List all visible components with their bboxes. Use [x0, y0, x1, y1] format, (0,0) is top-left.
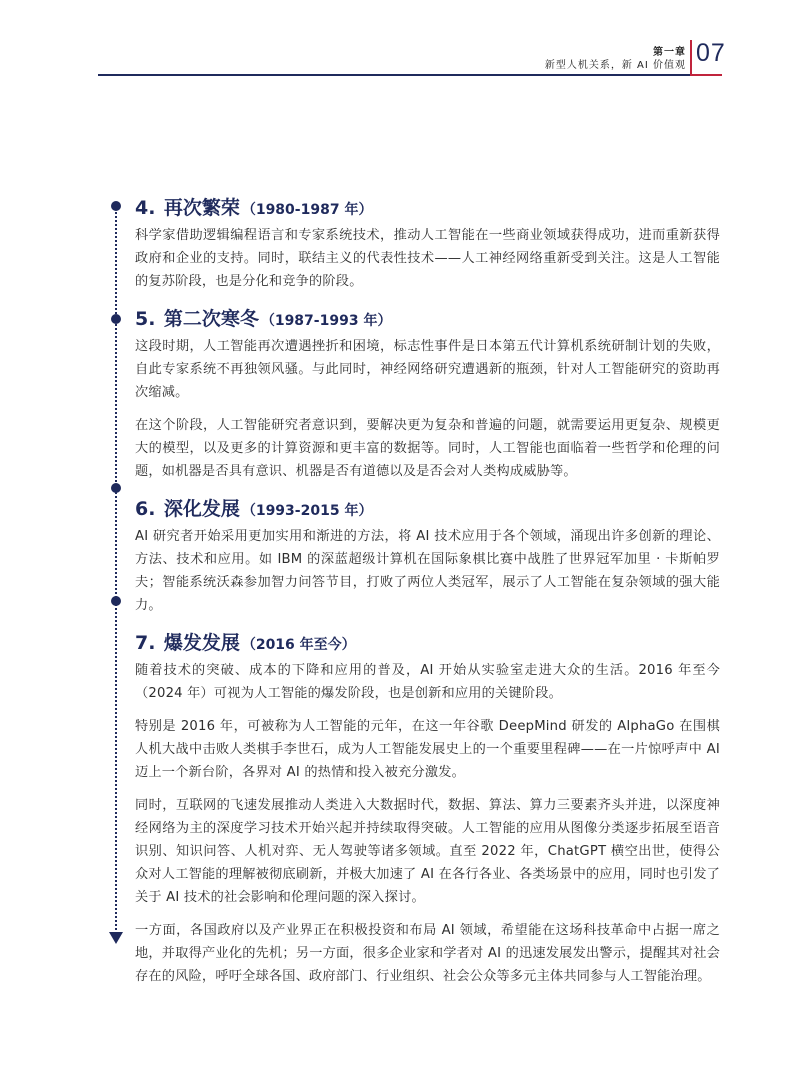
paragraph: 同时，互联网的飞速发展推动人类进入大数据时代，数据、算法、算力三要素齐头并进，以深度神经网络为主的深度学习技术开始兴起并持续取得突破。人工智能的应用从图像分类逐步拓展至语音识别、知识问答、人机对弈、无人驾驶等诸多领域。直至 2022 年，ChatGPT 横空出世，使得公众对人工智能的理解被彻底刷新，并极大加速了 AI 在各行各业、各类场景中的应用，同时也引发了关于 AI 技术的社会影响和伦理问题的深入探讨。: [135, 798, 720, 905]
section-title: 再次繁荣: [163, 197, 240, 219]
header-divider-bar: [690, 40, 692, 75]
section-years: （1993-2015 年）: [241, 503, 373, 519]
section-number: 4.: [135, 197, 156, 219]
section-title: 第二次寒冬: [163, 308, 259, 330]
timeline-dot: [111, 314, 121, 324]
chapter-subtitle: 新型人机关系，新 AI 价值观: [544, 60, 686, 71]
header-rule-accent: [690, 74, 722, 76]
paragraph: 随着技术的突破、成本的下降和应用的普及，AI 开始从实验室走进大众的生活。2016 年至今（2024 年）可视为人工智能的爆发阶段，也是创新和应用的关键阶段。: [135, 663, 720, 701]
paragraph: 在这个阶段，人工智能研究者意识到，要解决更为复杂和普遍的问题，就需要运用更复杂、规模更大的模型，以及更多的计算资源和更丰富的数据等。同时，人工智能也面临着一些哲学和伦理的问题，如机器是否具有意识、机器是否有道德以及是否会对人类构成威胁等。: [135, 418, 720, 479]
header-rule: [98, 74, 690, 76]
chapter-label: 第一章: [653, 47, 686, 58]
section-5: [135, 303, 720, 483]
main-content: [135, 192, 720, 998]
section-heading: [135, 303, 720, 331]
section-heading: [135, 627, 720, 655]
section-heading: [135, 493, 720, 521]
section-heading: [135, 192, 720, 220]
section-6: [135, 493, 720, 617]
paragraph: 一方面，各国政府以及产业界正在积极投资和布局 AI 领域，希望能在这场科技革命中占据一席之地，并取得产业化的先机；另一方面，很多企业家和学者对 AI 的迅速发展发出警示，提醒其对社会存在的风险，呼吁全球各国、政府部门、行业组织、社会公众等多元主体共同参与人工智能治理。: [135, 923, 720, 984]
section-title: 深化发展: [163, 498, 240, 520]
section-title: 爆发发展: [163, 632, 240, 654]
timeline-dot: [111, 483, 121, 493]
paragraph: 特别是 2016 年，可被称为人工智能的元年，在这一年谷歌 DeepMind 研发的 AlphaGo 在围棋人机大战中击败人类棋手李世石，成为人工智能发展史上的一个重要里程碑——在一片惊呼声中 AI 迈上一个新台阶，各界对 AI 的热情和投入被充分激发。: [135, 719, 720, 780]
section-7: [135, 627, 720, 988]
paragraph: 科学家借助逻辑编程语言和专家系统技术，推动人工智能在一些商业领域获得成功，进而重新获得政府和企业的支持。同时，联结主义的代表性技术——人工神经网络重新受到关注。这是人工智能的复苏阶段，也是分化和竞争的阶段。: [135, 228, 720, 289]
page-header: [0, 0, 793, 80]
section-years: （1980-1987 年）: [241, 202, 373, 218]
section-number: 6.: [135, 498, 156, 520]
section-years: （2016 年至今）: [241, 637, 356, 653]
paragraph: AI 研究者开始采用更加实用和渐进的方法，将 AI 技术应用于各个领域，涌现出许多创新的理论、方法、技术和应用。如 IBM 的深蓝超级计算机在国际象棋比赛中战胜了世界冠军加里 · 卡斯帕罗夫；智能系统沃森参加智力问答节目，打败了两位人类冠军，展示了人工智能在复杂领域的强大能力。: [135, 529, 720, 613]
section-number: 5.: [135, 308, 156, 330]
timeline-dot: [111, 201, 121, 211]
section-4: [135, 192, 720, 293]
section-number: 7.: [135, 632, 156, 654]
timeline-arrow-icon: [109, 932, 123, 944]
paragraph: 这段时期，人工智能再次遭遇挫折和困境，标志性事件是日本第五代计算机系统研制计划的失败，自此专家系统不再独领风骚。与此同时，神经网络研究遭遇新的瓶颈，针对人工智能研究的资助再次缩减。: [135, 339, 720, 400]
timeline-dot: [111, 596, 121, 606]
section-years: （1987-1993 年）: [260, 313, 392, 329]
page-number: 07: [696, 39, 726, 67]
